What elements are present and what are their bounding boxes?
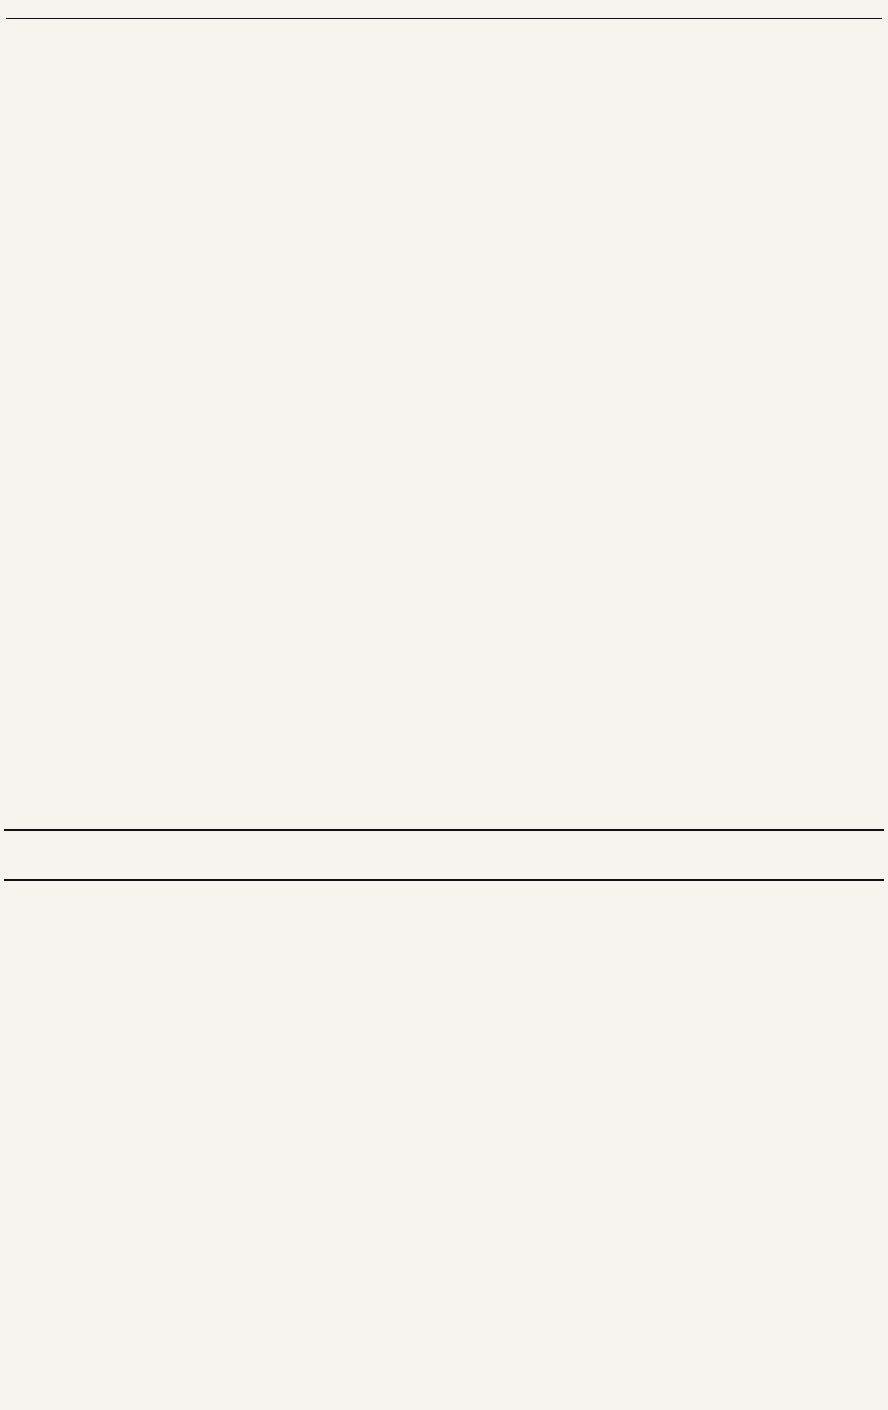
help-wanted-columns [4,22,884,827]
home-service-columns [4,881,884,1405]
page-header [6,4,882,19]
home-service-banner [4,829,884,881]
